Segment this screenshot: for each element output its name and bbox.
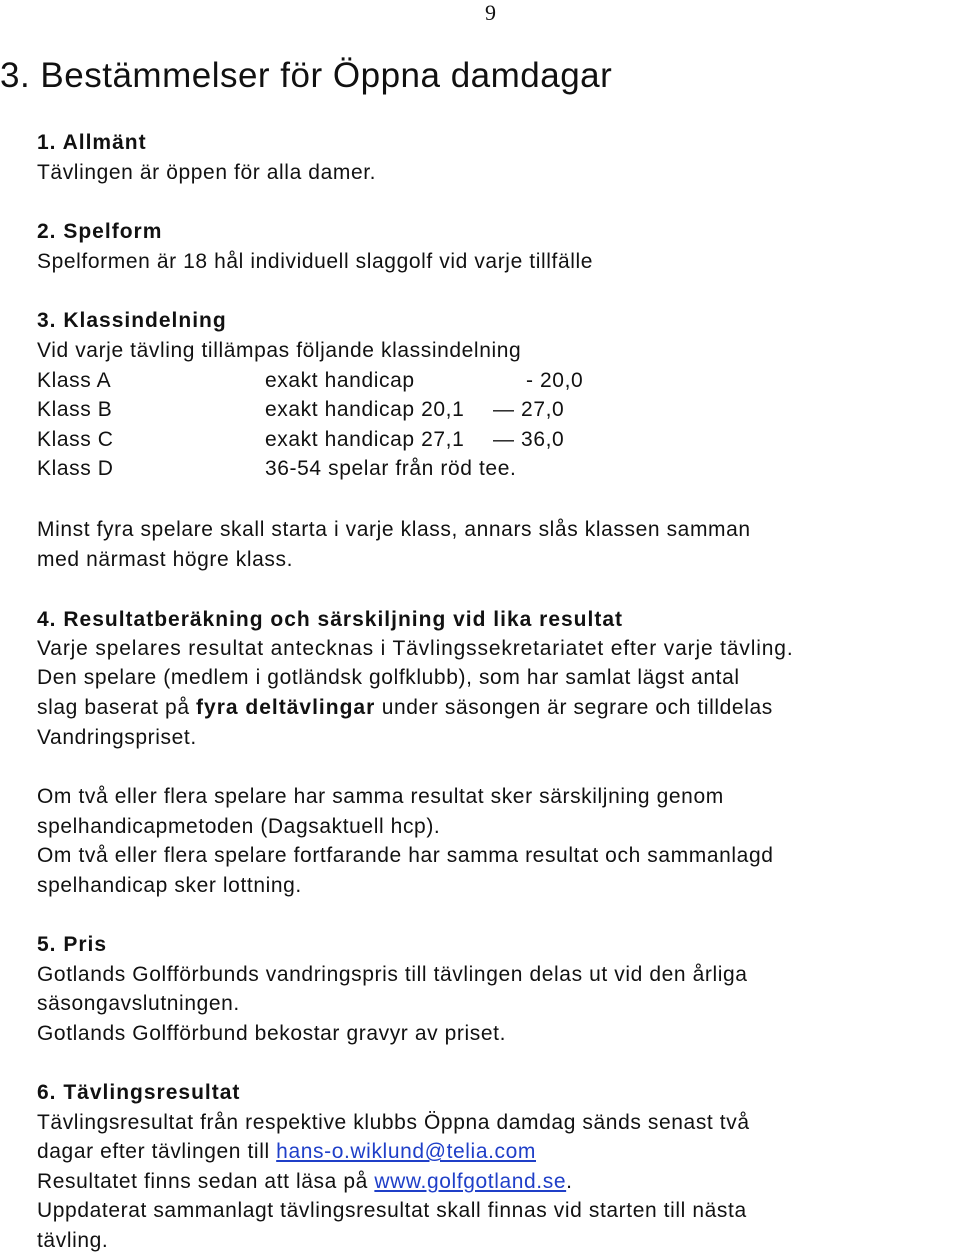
email-link[interactable]: hans-o.wiklund@telia.com [276,1140,536,1163]
text-fragment: . [566,1170,573,1193]
section-3-intro: Vid varje tävling tillämpas följande klassindelning [37,339,522,362]
section-4-text: spelhandicapmetoden (Dagsaktuell hcp). [37,815,441,838]
section-2-text: Spelformen är 18 hål individuell slaggolf vid varje tillfälle [37,250,594,273]
section-2-heading: 2. Spelform [37,220,163,243]
class-note-line: med närmast högre klass. [37,548,294,571]
class-range: — 27,0 [493,398,565,421]
class-row [37,395,937,424]
text-fragment: Resultatet finns sedan att läsa på [37,1170,368,1193]
section-4-text: Vandringspriset. [37,726,197,749]
section-4-text: spelhandicap sker lottning. [37,874,302,897]
class-range: - 20,0 [526,369,584,392]
section-4-text: Om två eller flera spelare har samma resultat sker särskiljning genom [37,785,724,808]
text-fragment: under säsongen är segrare och tilldelas [381,696,773,719]
section-6-text: Uppdaterat sammanlagt tävlingsresultat skall finnas vid starten till nästa [37,1199,747,1222]
section-4-text [37,693,773,722]
section-6-heading: 6. Tävlingsresultat [37,1081,241,1104]
page-number: 9 [485,0,496,25]
section-6-text: tävling. [37,1229,109,1252]
section-1-text: Tävlingen är öppen för alla damer. [37,161,377,184]
class-description: exakt handicap [265,369,415,392]
section-5-text: Gotlands Golfförbund bekostar gravyr av priset. [37,1022,507,1045]
class-name: Klass C [37,428,114,451]
text-fragment: dagar efter tävlingen till [37,1140,270,1163]
section-4-text: Varje spelares resultat antecknas i Tävlingssekretariatet efter varje tävling. [37,637,794,660]
section-6-text [37,1137,536,1166]
class-note-line: Minst fyra spelare skall starta i varje klass, annars slås klassen samman [37,518,751,541]
class-row [37,366,937,395]
section-1-heading: 1. Allmänt [37,131,147,154]
class-description: exakt handicap 27,1 [265,428,465,451]
section-4-heading: 4. Resultatberäkning och särskiljning vid lika resultat [37,608,623,631]
class-name: Klass B [37,398,113,421]
class-description: 36-54 spelar från röd tee. [265,457,517,480]
section-6-text: Tävlingsresultat från respektive klubbs Öppna damdag sänds senast två [37,1111,750,1134]
section-5-text: säsongavslutningen. [37,992,240,1015]
section-4-text: Om två eller flera spelare fortfarande har samma resultat och sammanlagd [37,844,774,867]
section-4-text: Den spelare (medlem i gotländsk golfklubb), som har samlat lägst antal [37,666,740,689]
section-3-heading: 3. Klassindelning [37,309,227,332]
class-row [37,454,937,483]
text-fragment: slag baserat på [37,696,190,719]
document-title: 3. Bestämmelser för Öppna damdagar [0,56,613,95]
class-description: exakt handicap 20,1 [265,398,465,421]
website-link[interactable]: www.golfgotland.se [374,1170,567,1193]
class-name: Klass D [37,457,114,480]
class-name: Klass A [37,369,112,392]
class-row [37,425,937,454]
emphasis-text: fyra deltävlingar [196,696,376,719]
section-6-text [37,1167,573,1196]
class-range: — 36,0 [493,428,565,451]
section-5-text: Gotlands Golfförbunds vandringspris till tävlingen delas ut vid den årliga [37,963,748,986]
section-5-heading: 5. Pris [37,933,108,956]
